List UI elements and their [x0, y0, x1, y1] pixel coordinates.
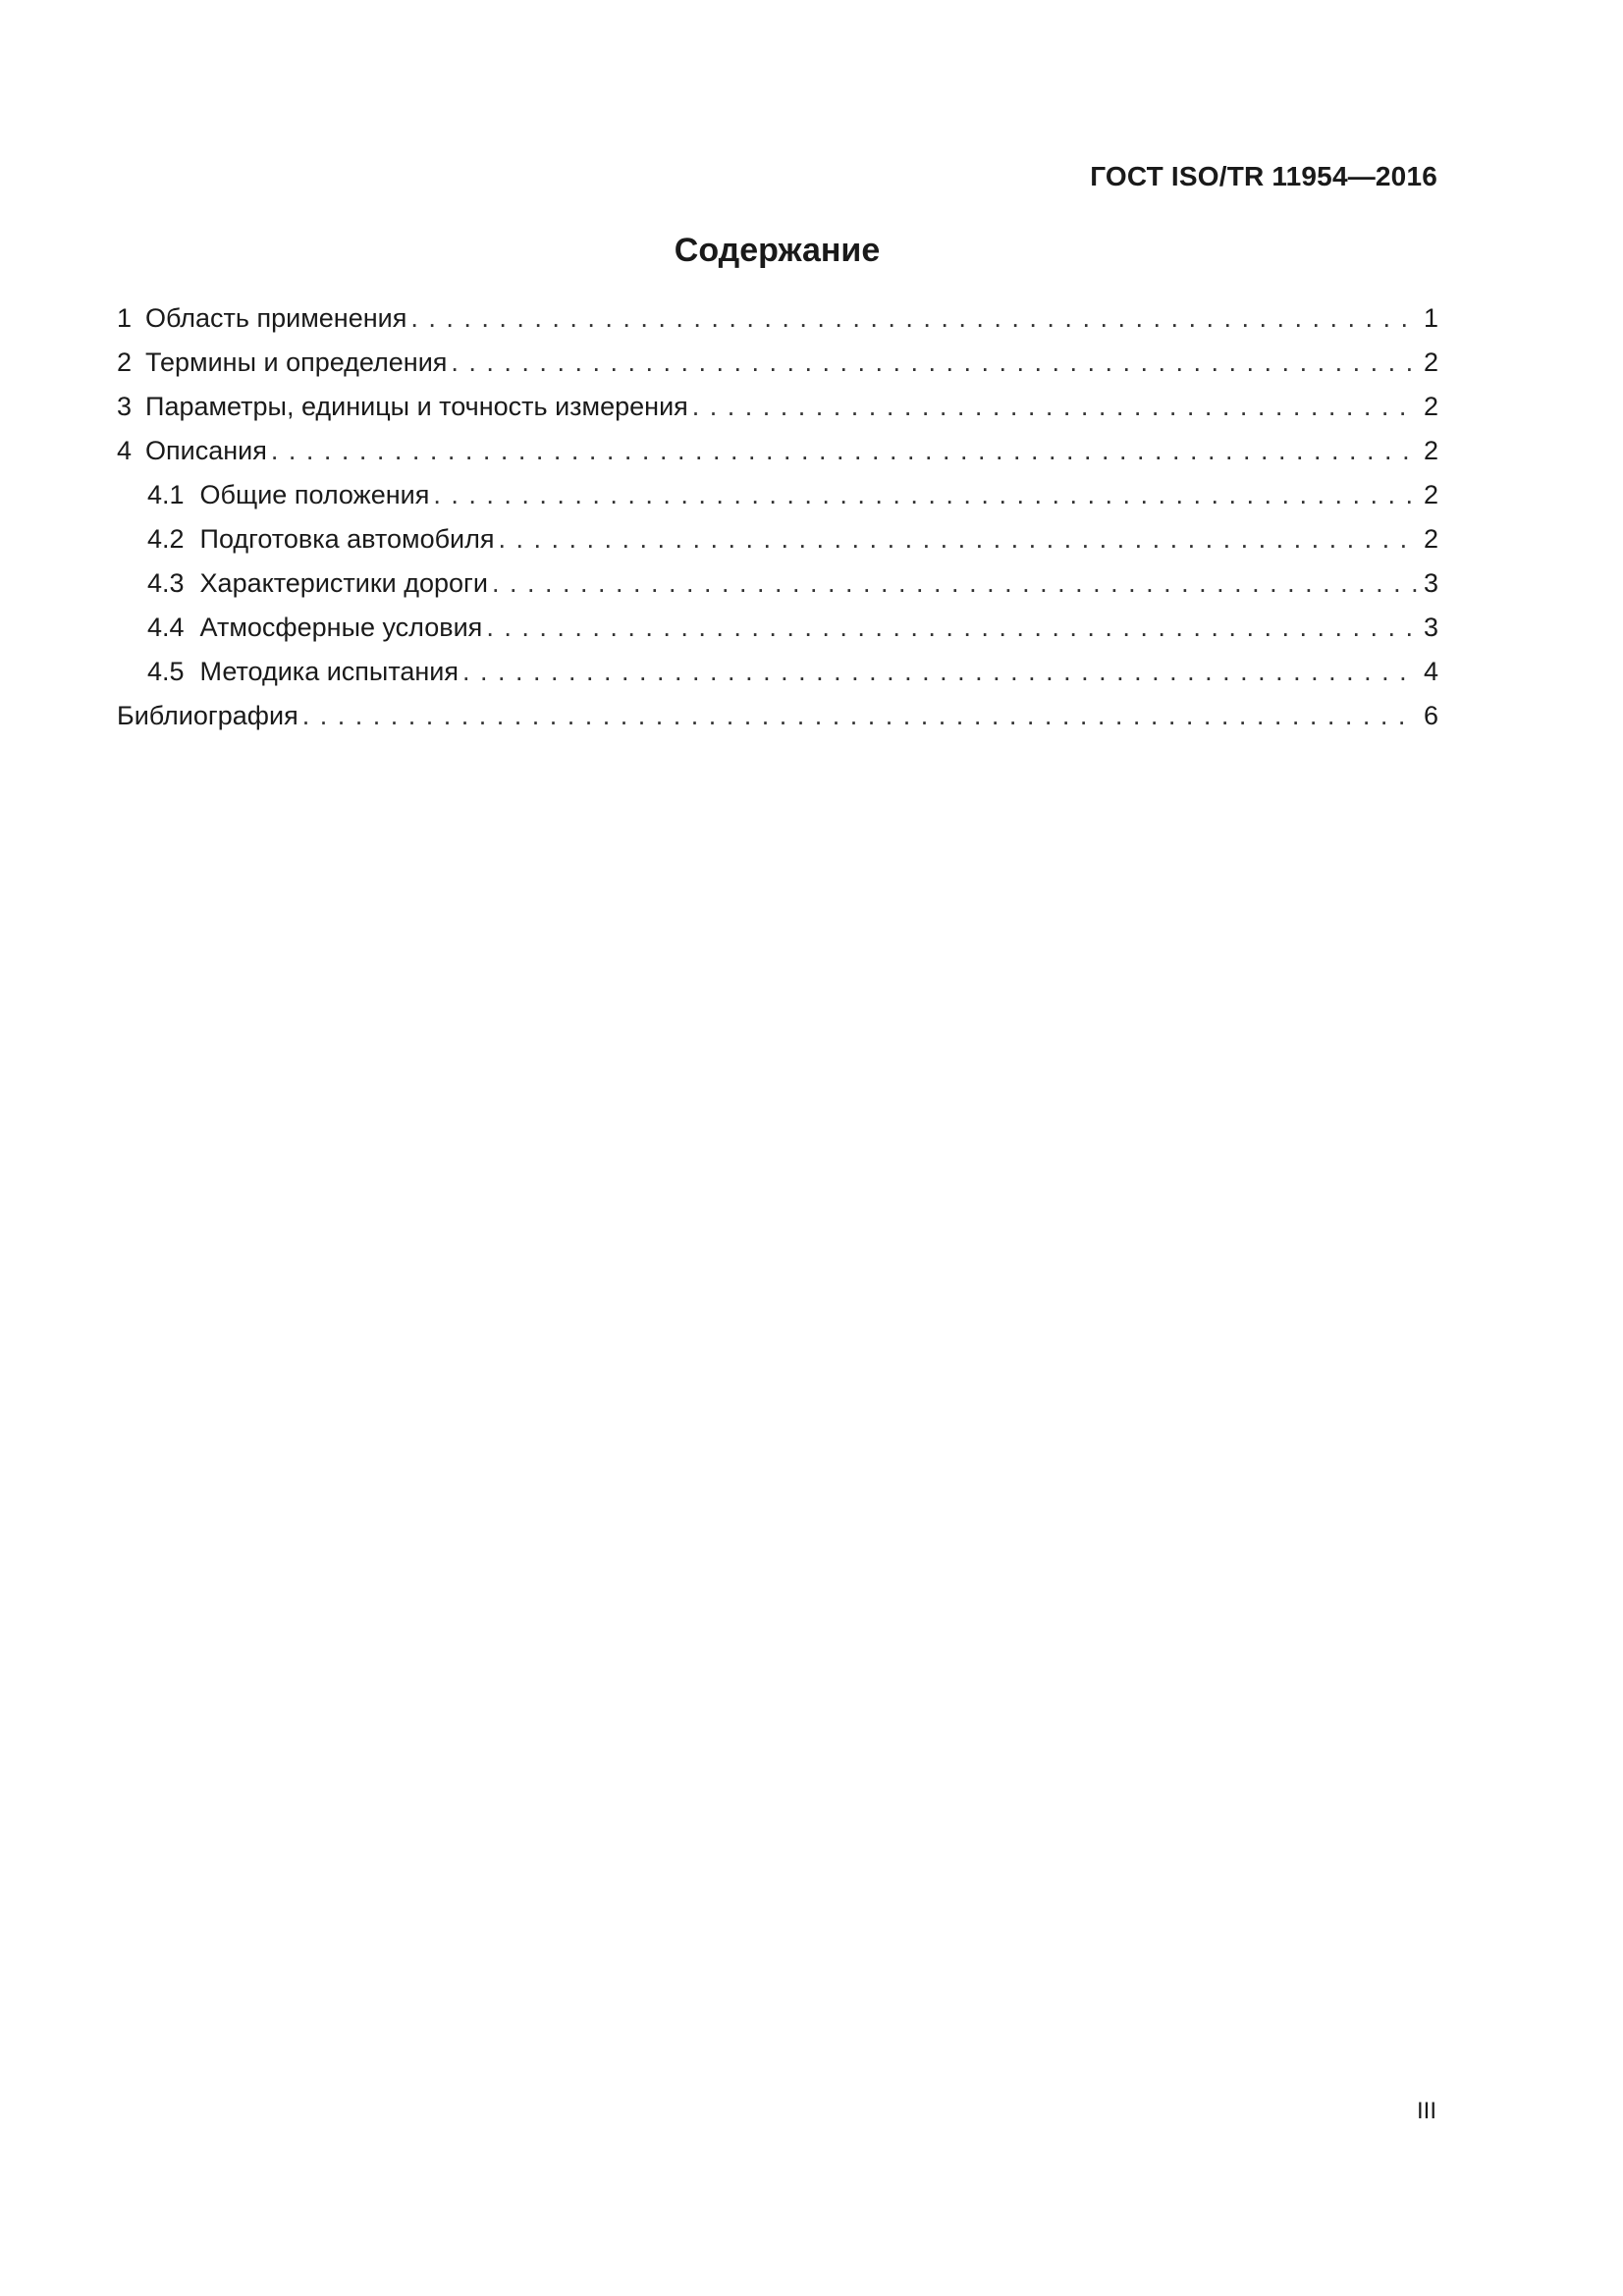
toc-entry-page: 2	[1423, 436, 1438, 465]
toc-leader-dots	[410, 296, 1418, 341]
toc-entry-label: Подготовка автомобиля	[199, 524, 495, 554]
toc-entry-label: Общие положения	[199, 480, 430, 509]
toc-leader-dots	[486, 606, 1418, 650]
toc-entry-page: 1	[1423, 303, 1438, 333]
toc-entry-number: 3	[117, 392, 133, 421]
toc-entry-page: 6	[1423, 701, 1438, 730]
toc-leader-dots	[462, 650, 1418, 694]
toc-entry-bibliography[interactable]	[117, 694, 1438, 738]
toc-entry-number: 1	[117, 303, 133, 333]
toc-entry-4[interactable]	[117, 429, 1438, 473]
toc-entry-4-5[interactable]	[117, 650, 1438, 694]
toc-entry-label: Библиография	[117, 701, 298, 730]
page-number: III	[1416, 2098, 1436, 2124]
toc-entry-page: 3	[1423, 613, 1438, 642]
toc-entry-label: Атмосферные условия	[199, 613, 483, 642]
toc-entry-label: Параметры, единицы и точность измерения	[145, 392, 688, 421]
toc-entry-3[interactable]	[117, 385, 1438, 429]
table-of-contents	[117, 296, 1438, 738]
toc-leader-dots	[271, 429, 1418, 473]
toc-title: Содержание	[674, 232, 881, 269]
toc-entry-number: 4.4	[147, 613, 185, 642]
toc-entry-number: 4.3	[147, 568, 185, 598]
toc-entry-label: Методика испытания	[199, 657, 460, 686]
toc-entry-page: 2	[1423, 480, 1438, 509]
toc-entry-number: 4.5	[147, 657, 185, 686]
toc-entry-number: 4	[117, 436, 133, 465]
toc-entry-label: Описания	[145, 436, 267, 465]
toc-entry-page: 2	[1423, 347, 1438, 377]
toc-entry-1[interactable]	[117, 296, 1438, 341]
toc-entry-number: 4.1	[147, 480, 185, 509]
toc-entry-2[interactable]	[117, 341, 1438, 385]
toc-leader-dots	[433, 473, 1418, 517]
toc-leader-dots	[302, 694, 1418, 738]
toc-entry-4-1[interactable]	[117, 473, 1438, 517]
toc-entry-page: 2	[1423, 392, 1438, 421]
toc-entry-4-2[interactable]	[117, 517, 1438, 561]
toc-entry-label: Термины и определения	[145, 347, 448, 377]
toc-entry-label: Область применения	[145, 303, 407, 333]
toc-leader-dots	[692, 385, 1418, 429]
toc-entry-page: 3	[1423, 568, 1438, 598]
toc-entry-number: 4.2	[147, 524, 185, 554]
toc-leader-dots	[492, 561, 1418, 606]
toc-entry-4-4[interactable]	[117, 606, 1438, 650]
toc-entry-label: Характеристики дороги	[199, 568, 488, 598]
toc-entry-4-3[interactable]	[117, 561, 1438, 606]
document-code: ГОСТ ISO/TR 11954—2016	[1090, 161, 1437, 191]
toc-leader-dots	[451, 341, 1418, 385]
toc-entry-page: 4	[1423, 657, 1438, 686]
toc-entry-page: 2	[1423, 524, 1438, 554]
toc-leader-dots	[499, 517, 1418, 561]
toc-entry-number: 2	[117, 347, 133, 377]
